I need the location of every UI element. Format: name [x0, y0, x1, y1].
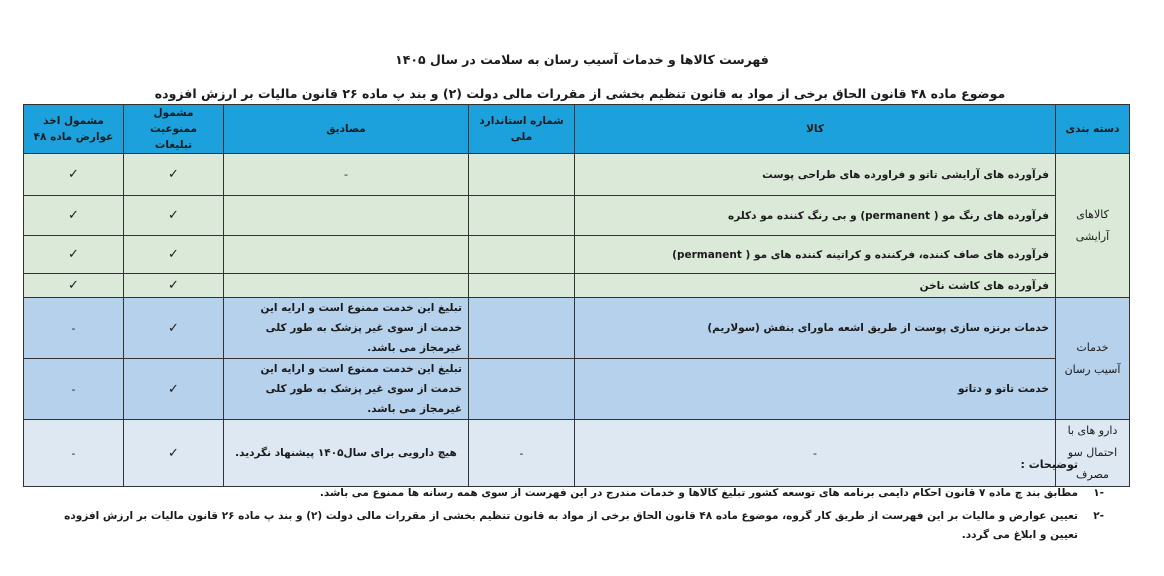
header-examples: مصادیق — [224, 105, 469, 154]
document-subtitle: موضوع ماده ۴۸ قانون الحاق برخی از مواد به قانون تنظیم بخشی از مقررات مالی دولت (۲) و بند پ ماده ۲۶ قانون مالیات بر ارزش افزوده — [154, 86, 1006, 101]
check-icon: ✓ — [68, 208, 79, 223]
ad-ban-cell — [124, 274, 224, 298]
ad-ban-cell — [124, 420, 224, 487]
item-cell: خدمت تاتو و دتاتو — [575, 359, 1056, 420]
ad-ban-cell — [124, 196, 224, 236]
note-item — [38, 507, 1104, 545]
note-number: -۲ — [1093, 510, 1104, 522]
examples-cell: - — [224, 154, 469, 196]
header-ad-ban: مشمول ممنوعیت تبلیغات — [124, 105, 224, 154]
item-cell: فرآورده های صاف کننده، فرکننده و کراتینه کننده های مو ( permanent) — [575, 236, 1056, 274]
examples-cell — [224, 274, 469, 298]
check-icon: ✓ — [168, 208, 179, 223]
document-title: فهرست کالاها و خدمات آسیب رسان به سلامت در سال ۱۴۰۵ — [395, 52, 769, 67]
check-icon: ✓ — [168, 320, 179, 336]
item-cell: خدمات برنزه سازی پوست از طریق اشعه ماورای بنفش (سولاریم) — [575, 298, 1056, 359]
item-cell: فرآورده های کاشت ناخن — [575, 274, 1056, 298]
table-row — [24, 236, 1130, 274]
check-icon: ✓ — [68, 167, 79, 182]
duty-cell — [24, 196, 124, 236]
standard-cell — [469, 196, 575, 236]
header-duty: مشمول اخذ عوارض ماده ۴۸ — [24, 105, 124, 154]
examples-cell: تبلیغ این خدمت ممنوع است و ارایه این خدمت از سوی غیر پزشک به طور کلی غیرمجاز می باشد. — [224, 298, 469, 359]
note-item — [38, 484, 1104, 503]
ad-ban-cell — [124, 154, 224, 196]
duty-cell: - — [24, 420, 124, 487]
item-cell: فرآورده های آرایشی تاتو و فراورده های طراحی پوست — [575, 154, 1056, 196]
standard-cell: - — [469, 420, 575, 487]
goods-table — [23, 104, 1130, 487]
check-icon: ✓ — [68, 278, 79, 293]
standard-cell — [469, 274, 575, 298]
duty-cell — [24, 274, 124, 298]
check-icon: ✓ — [68, 247, 79, 262]
check-icon: ✓ — [168, 278, 179, 293]
header-category: دسته بندی — [1056, 105, 1130, 154]
check-icon: ✓ — [168, 381, 179, 397]
table-row — [24, 196, 1130, 236]
duty-cell — [24, 154, 124, 196]
duty-cell — [24, 236, 124, 274]
duty-cell: - — [24, 298, 124, 359]
standard-cell — [469, 359, 575, 420]
table-row — [24, 298, 1130, 359]
category-services: خدمات آسیب رسان — [1056, 298, 1130, 420]
examples-cell — [224, 196, 469, 236]
standard-cell — [469, 298, 575, 359]
table-row — [24, 274, 1130, 298]
note-text: تعیین عوارض و مالیات بر این فهرست از طریق کار گروه، موضوع ماده ۴۸ قانون الحاق برخی از مواد به قانون تنظیم بخشی از مقررات مالی دولت (۲) و بند پ ماده ۲۶ قانون مالیات بر ارزش افزوده تعیین و ابلاغ می گردد. — [64, 510, 1078, 541]
category-cosmetics: کالاهای آرایشی — [1056, 154, 1130, 298]
check-icon: ✓ — [168, 167, 179, 182]
header-goods: کالا — [575, 105, 1056, 154]
table-header-row — [24, 105, 1130, 154]
item-cell: فرآورده های رنگ مو ( permanent) و بی رنگ کننده مو دکلره — [575, 196, 1056, 236]
check-icon: ✓ — [168, 445, 179, 461]
table-row — [24, 154, 1130, 196]
ad-ban-cell — [124, 298, 224, 359]
examples-cell: هیچ دارویی برای سال۱۴۰۵ پیشنهاد نگردید. — [224, 420, 469, 487]
duty-cell: - — [24, 359, 124, 420]
standard-cell — [469, 154, 575, 196]
note-number: -۱ — [1093, 487, 1104, 499]
standard-cell — [469, 236, 575, 274]
header-standard: شماره استاندارد ملی — [469, 105, 575, 154]
table-row — [24, 420, 1130, 487]
item-cell: - — [575, 420, 1056, 487]
notes-title: توضیحات : — [1020, 458, 1078, 471]
note-text: مطابق بند چ ماده ۷ قانون احکام دایمی برنامه های توسعه کشور تبلیغ کالاها و خدمات مندرج در این فهرست از سوی همه رسانه ها ممنوع می باشد. — [319, 487, 1078, 499]
ad-ban-cell — [124, 236, 224, 274]
examples-cell — [224, 236, 469, 274]
check-icon: ✓ — [168, 247, 179, 262]
ad-ban-cell — [124, 359, 224, 420]
table-row — [24, 359, 1130, 420]
examples-cell: تبلیغ این خدمت ممنوع است و ارایه این خدمت از سوی غیر پزشک به طور کلی غیرمجاز می باشد. — [224, 359, 469, 420]
category-drugs: دارو های با احتمال سو مصرف — [1056, 420, 1130, 487]
